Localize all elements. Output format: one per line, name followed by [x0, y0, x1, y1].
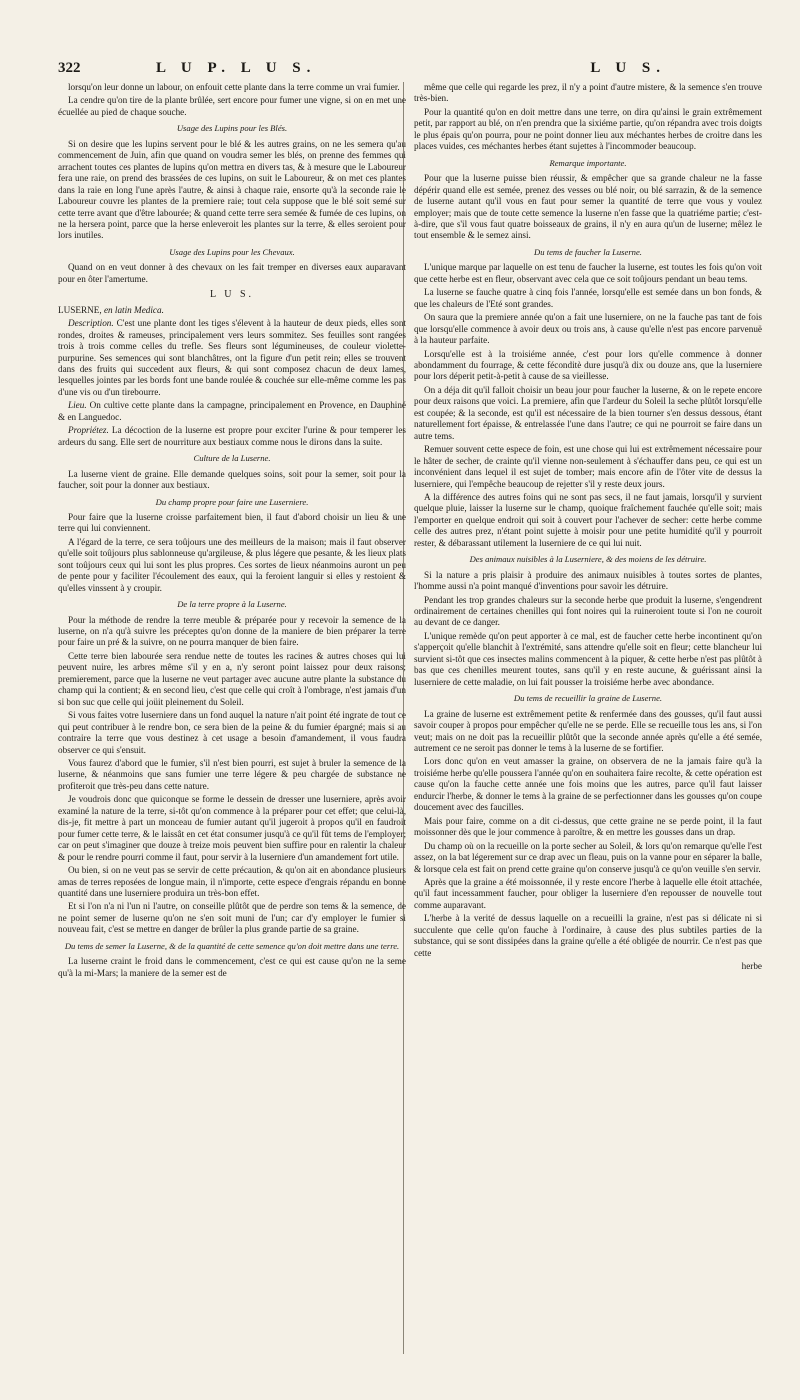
paragraph: Pour que la luserne puisse bien réussir, & empêcher que sa grande chaleur ne la fasse dépérir quand elle est semée, prenez des vesses ou blé noir, ou blé sarrazin, & de la semence de luserne autant qu'il vous en faut pour semer la quantité de terre que vous y voulez employer; mais que de toute cette semence la luserne n'en fasse que la quatriéme partie; c'est-à-dire, que s'il vous faut quatre boisseaux de grains, il n'y en aura qu'un de luserne; mêlez le tout ensemble & le semez ainsi. — [414, 173, 762, 241]
paragraph: Après que la graine a été moissonnée, il y reste encore l'herbe à laquelle elle étoit attachée, qu'il faut incessamment faucher, pour obliger la luserniere d'en repousser de nouvelle tout comme auparavant. — [414, 877, 762, 910]
paragraph: Lors donc qu'on en veut amasser la graine, on observera de ne la jamais faire qu'à la troisiéme herbe qu'elle poussera l'année qu'on en souhaitera faire recolte, & cette opération est cause qu'on la fauche cette année une fois moins que les autres, parce qu'il faut laisser endurcir l'herbe, & donner le tems à la graine de se perfectionner dans les gousses qu'on coupe doucement avec des faucilles. — [414, 756, 762, 813]
section-title: L U S. — [209, 289, 255, 301]
section-heading: Du tems de semer la Luserne, & de la quantité de cette semence qu'on doit mettre dans une terre. — [64, 940, 400, 951]
text: On cultive cette plante dans la campagne, principalement en Provence, en Dauphiné & en Languedoc. — [58, 400, 407, 422]
paragraph: La graine de luserne est extrêmement petite & renfermée dans des gousses, qu'il faut aussi savoir couper à propos pour empêcher qu'elle ne se perde. Elle se recueille tous les ans, si l'on veut; mais on ne doit pas la recueillir plûtôt que la seconde année après qu'elle a été semée, autrement ce ne seroit pas donner le tems à la luserne de se fortifier. — [414, 708, 762, 754]
section-heading: Culture de la Luserne. — [193, 453, 271, 464]
left-column — [58, 82, 406, 981]
paragraph: Si on desire que les lupins servent pour le blé & les autres grains, on ne les semera qu'au commencement de Juin, afin que quand on voudra semer les blés, on prenne des femmes qui arrachent toutes ces plantes de lupins qu'on mettra en divers tas, & à mesure que le Laboureur fera une raie, on prend des brassées de ces lupins, on suit le Laboureur, & on met ces plantes dans la raie en long l'une après l'autre, & ainsi à chaque raie, ensorte qu'à la seconde raie le Laboureur couvre les plantes de la premiere raie; tout cela suppose que le blé soit semé sur cette terre avant que d'être labourée; & quand cette terre sera semée & fumée de ces lupins, on ne la hersera point, parce que la herse enleveroit les plantes sur la terre, & elles seroient pour lors inutiles. — [58, 138, 406, 241]
paragraph: lorsqu'on leur donne un labour, on enfouit cette plante dans la terre comme un vrai fumier. — [68, 82, 400, 92]
running-title-left: L U P. L U S. — [156, 60, 317, 76]
paragraph: Pour faire que la luserne croisse parfaitement bien, il faut d'abord choisir un lieu & une terre qui lui conviennent. — [58, 511, 406, 534]
section-heading: Du tems de faucher la Luserne. — [534, 246, 642, 257]
section-heading: Remarque importante. — [549, 157, 627, 168]
paragraph: La cendre qu'on tire de la plante brûlée, sert encore pour fumer une vigne, si on en met une écuellée au pied de chaque souche. — [58, 95, 406, 117]
label: Lieu. — [68, 400, 87, 411]
paragraph: Je voudrois donc que quiconque se forme le dessein de dresser une luserniere, après avoir examiné la nature de la terre, si-tôt qu'on commence à la préparer pour cet effet; que celui-là, dis-je, fit mettre à part un monceau de fumier autant qu'il jugeroit à propos qu'il en faudroit pour fumer cette terre, & le laissât en cet état consumer jusqu'à ce qu'il fût tems de l'employer; car on peut s'imaginer que douze à treize mois peuvent bien suffire pour en ralentir la chaleur & pour le rendre pourri comme il faut, pour servir à la luserniere d'un amandement fort utile. — [58, 794, 406, 862]
paragraph: La luserne craint le froid dans le commencement, c'est ce qui est cause qu'on ne la seme qu'à la mi-Mars; la maniere de la semer est de — [58, 956, 406, 978]
entry-heading — [58, 305, 406, 316]
section-heading: Du tems de recueillir la graine de Luserne. — [513, 693, 663, 704]
label: Propriétez. — [68, 425, 109, 436]
paragraph: Si la nature a pris plaisir à produire des animaux nuisibles à toutes sortes de plantes, l'homme aussi n'a point manqué d'inventions pour savoir les détruire. — [414, 569, 762, 592]
description-paragraph — [58, 318, 406, 398]
paragraph: Cette terre bien labourée sera rendue nette de toutes les racines & autres choses qui lui peuvent nuire, les arbres même s'il y en a, n'y seront point laissez pour deux raisons; premierement, parce que la luserne ne veut partager avec aucune autre plante la substance du champ qui la contient; & en second lieu, c'est que celle qui croît à l'ombrage, n'est jamais d'un si bon suc que celle qui joüit pleinement du Soleil. — [58, 650, 406, 707]
label: Description. — [68, 318, 114, 329]
text: C'est une plante dont les tiges s'élevent à la hauteur de deux pieds, elles sont rondes, droites & rameuses, principalement vers leurs sommitez. Ses feuilles sont rangées trois à trois comme celles du trefle. Ses fleurs sont légumineuses, de couleur violette-purpurine. Ses semences qui sont blanchâtres, ont la figure d'un petit rein; elles se trouvent dans des fruits qui succedent aux fleurs, & qui sont composez chacun de deux lames, lesquelles jointes par les bords font une bande roulée & couchée sur elle-même comme les pas d'une vis ou d'un tirebourre. — [58, 318, 407, 397]
paragraph: L'unique marque par laquelle on est tenu de faucher la luserne, est toutes les fois qu'on voit que cette herbe est en fleur, observant avec cela que ce soit toûjours pendant un beau tems. — [414, 262, 762, 284]
paragraph: On a déja dit qu'il falloit choisir un beau jour pour faucher la luserne, & on le repete encore pour deux raisons que voici. La premiere, afin que l'ardeur du Soleil la seche plûtôt lorsqu'elle est coupée; & la seconde, est qu'il est nécessaire de la bien tourner s'en dessus dessous, étant naturellement fort épaisse, & entrelassée l'une dans l'autre; ce qui ne pourroit se faire dans un autre tems. — [414, 384, 762, 441]
paragraph: Lorsqu'elle est à la troisiéme année, c'est pour lors qu'elle commence à donner abondamment du fourrage, & cette féconditè dure jusqu'à dix ou douze ans, que la luserniere pour lors déperit petit-à-petit à cause de sa vieillesse. — [414, 348, 762, 382]
running-header — [52, 58, 758, 80]
paragraph: L'unique remède qu'on peut apporter à ce mal, est de faucher cette herbe incontinent qu'on s'apperçoit qu'elle blanchit à l'extrémité, sans attendre qu'elle soit en fleur; cette blancheur lui survient si-tôt que ces insectes malins commencent à la piquer, & cette herbe n'est pas plûtôt à bas que ces chenilles meurent toutes, sans qu'il y en reste aucune, & guérissant ainsi la luserniere de cette maladie, on lui fait pousser la troisiéme herbe avec abondance. — [414, 630, 762, 687]
paragraph: A l'égard de la terre, ce sera toûjours une des meilleurs de la maison; mais il faut observer qu'elle soit toûjours plus sablonneuse qu'argileuse, & plus légere que pesante, & les lieux plats sont toûjours ceux qui lui sont les plus propres. Ces sortes de lieux néanmoins auront un peu de pente pour y faciliter l'écoulement des eaux, qui la feroient languir si elles y restoient & qu'elles vinssent à y croupir. — [58, 536, 406, 593]
paragraph: A la différence des autres foins qui ne sont pas secs, il ne faut jamais, lorsqu'il y survient quelque pluie, laisser la luserne sur le champ, quoique fraîchement fauchée qu'elle soit; mais l'emporter en quelque endroit qui soit à couvert pour l'achever de secher: cette herbe comme celle des autres prez, n'étant point sujette à moisir pour une petite humidité qu'il y pourroit rester, & débarassant utilement la luserniere de ce qui lui nuit. — [414, 491, 762, 548]
paragraph: Si vous faites votre luserniere dans un fond auquel la nature n'ait point été ingrate de tout ce qui peut contribuer à le rendre bon, ce sera bien de la peine & du fumier épargné; mais si au contraire la terre que vous destinez à cet usage a besoin d'amandement, il vous faudra observer ce qui s'ensuit. — [58, 710, 406, 755]
section-heading: Du champ propre pour faire une Luserniere. — [155, 496, 309, 507]
paragraph: Pour la quantité qu'on en doit mettre dans une terre, on dira qu'ainsi le grain extrêmement petit, par rapport au blé, on n'en prendra que la sixiéme partie, qu'on répandra avec trois doigts le plus épais qu'on pourra, pour ne point donner lieu aux méchantes herbes de croitre dans les places vuides, ces méchantes herbes étant sujettes à l'incommoder beaucoup. — [414, 106, 762, 152]
running-title-right: L U S. — [590, 60, 666, 76]
section-heading: Des animaux nuisibles à la Luserniere, & des moiens de les détruire. — [469, 554, 707, 565]
location-paragraph — [58, 400, 406, 423]
paragraph: Pendant les trop grandes chaleurs sur la seconde herbe que produit la luserne, s'engendrent ordinairement de certaines chenilles qui font noires qui la ruineroient toute si l'on ne couroit au devant de ce danger. — [414, 594, 762, 628]
section-heading: De la terre propre à la Luserne. — [177, 599, 287, 610]
paragraph: Mais pour faire, comme on a dit ci-dessus, que cette graine ne se perde point, il la faut moissonner dès que le jour commence à paroître, & en mettre les gousses dans un drap. — [414, 815, 762, 838]
page-number: 322 — [58, 60, 81, 76]
paragraph: On saura que la premiere année qu'on a fait une luserniere, on ne la fauche pas tant de fois que lorsqu'elle commence à avoir deux ou trois ans, à cause qu'elle n'est pas encore parvenuë à la hauteur parfaite. — [414, 312, 762, 346]
paragraph: La luserne vient de graine. Elle demande quelques soins, soit pour la semer, soit pour la faucher, soit pour la donner aux bestiaux. — [58, 468, 406, 491]
catchword: herbe — [741, 961, 762, 972]
paragraph: Ou bien, si on ne veut pas se servir de cette précaution, & qu'on ait en abondance plusieurs amas de terres reposées de longue main, il n'importe, cette espece d'engrais répandu en bonne quantité dans une luserniere produira un très-bon effet. — [58, 865, 406, 898]
paragraph: La luserne se fauche quatre à cinq fois l'année, lorsqu'elle est semée dans un bon fonds, & que les chaleurs de l'Eté sont grandes. — [414, 287, 762, 309]
right-column — [414, 82, 762, 975]
properties-paragraph — [58, 425, 406, 448]
paragraph: même que celle qui regarde les prez, il n'y a point d'autre mistere, & la semence s'en trouve très-bien. — [414, 82, 762, 104]
paragraph: Remuer souvent cette espece de foin, est une chose qui lui est extrêmement nécessaire pour le hâter de secher, de crainte qu'il vienne non-seulement à s'échauffer dans peu, ce qui est un inconvénient dans lequel il est sujet de tomber; mais encore afin de l'ôter vite de dessus la luserniere, qui l'empêche beaucoup de rejetter s'il y reste deux jours. — [414, 444, 762, 489]
section-heading: Usage des Lupins pour les Chevaux. — [169, 246, 295, 257]
paragraph: Quand on en veut donner à des chevaux on les fait tremper en diverses eaux auparavant pour en ôter l'amertume. — [58, 262, 406, 284]
entry-term: LUSERNE, — [58, 304, 102, 315]
paragraph: Du champ où on la recueille on la porte secher au Soleil, & lors qu'on remarque qu'elle l'est assez, on la bat légerement sur ce drap avec un fleau, puis on la vanne pour en séparer la balle, & lorsque cela est fait on prend cette graine qu'on conserve jusqu'à ce qu'on veuille s'en servir. — [414, 840, 762, 874]
paragraph: Vous faurez d'abord que le fumier, s'il n'est bien pourri, est sujet à bruler la semence de la luserne, & néanmoins que sans fumier une terre légere & peu chargée de substance ne profiteroit que très-peu dans cette nature. — [58, 758, 406, 791]
paragraph: Et si l'on n'a ni l'un ni l'autre, on conseille plûtôt que de perdre son tems & la semence, de ne point semer de luserne qu'on ne s'en soit muni de l'un; car d'y employer le fumier si nouveau fait, c'est se mettre en danger de brûler la plus grande partie de sa graine. — [58, 901, 406, 935]
entry-latin: en latin Medica. — [103, 304, 164, 315]
text: La décoction de la luserne est propre pour exciter l'urine & pour temperer les ardeurs du sang. Elle sert de nourriture aux bestiaux comme nous le dirons dans la suite. — [58, 425, 406, 447]
section-heading: Usage des Lupins pour les Blés. — [176, 123, 288, 134]
paragraph: L'herbe à la verité de dessus laquelle on a recueilli la graine, n'est pas si délicate ni si succulente que celle qu'on fauche à l'ordinaire, à cause des plus subtiles parties de la substance, qui se sont dissipées dans la graine qu'elle a été obligée de nourrir. Ce n'est pas que cette — [414, 913, 762, 958]
paragraph: Pour la méthode de rendre la terre meuble & préparée pour y recevoir la semence de la luserne, on n'a qu'à suivre les préceptes qu'on donne de la maniere de bien préparer la terre pour faire un pré & la suivre, on ne pourra manquer de bien faire. — [58, 614, 406, 648]
